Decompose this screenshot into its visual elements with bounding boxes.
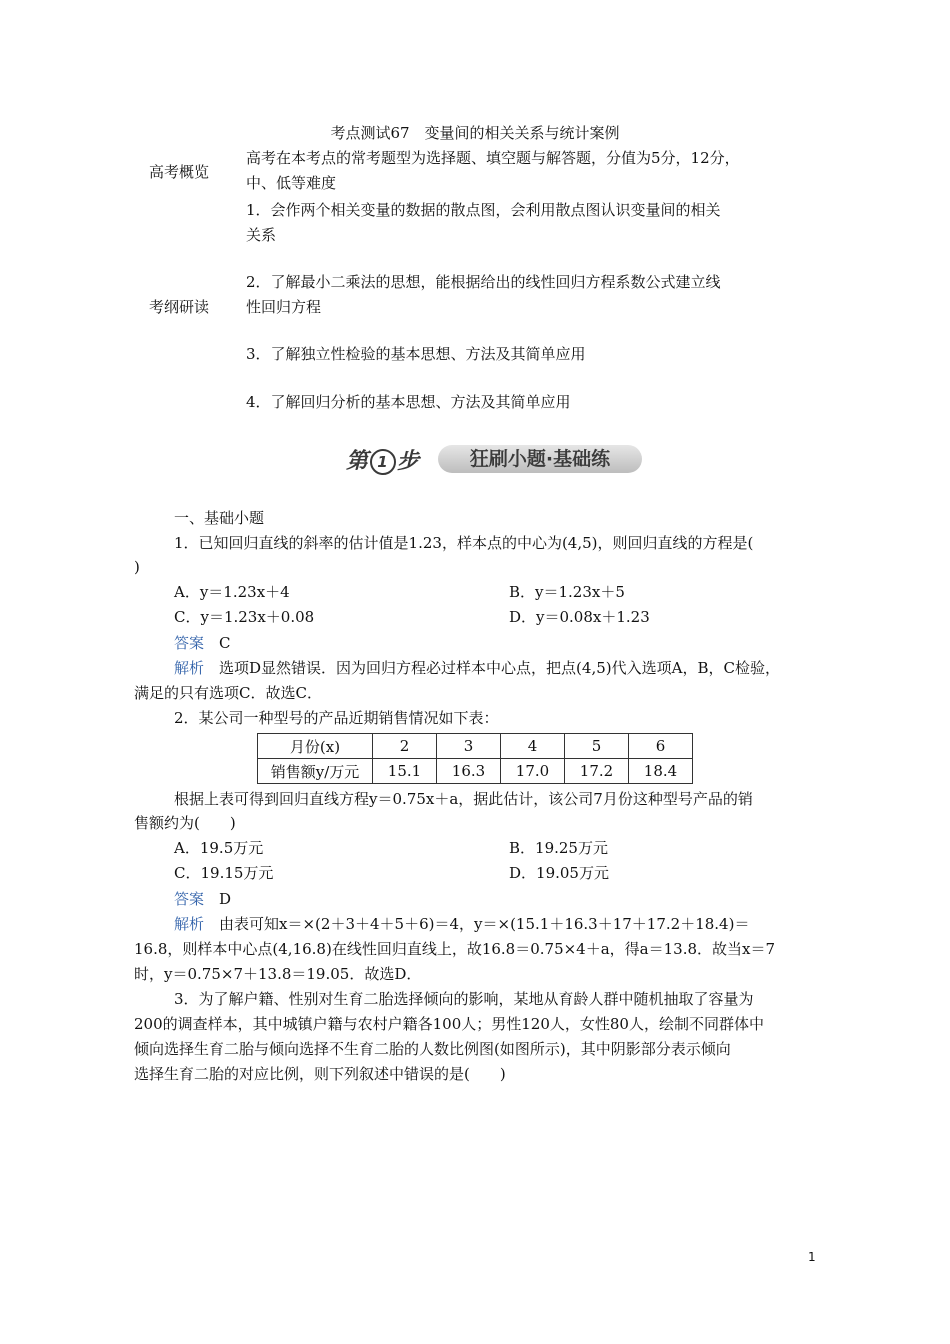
syllabus-item-1-line-2: 关系 [246, 226, 277, 244]
table-cell: 16.3 [437, 759, 501, 784]
table-cell: 4 [501, 734, 565, 759]
q1-option-d: D．y＝0.08x＋1.23 [509, 608, 650, 626]
q1-analysis-label: 解析 [174, 659, 205, 677]
overview-line-1: 高考在本考点的常考题型为选择题、填空题与解答题，分值为5分，12分， [246, 149, 740, 167]
section-heading: 一、基础小题 [174, 509, 265, 527]
q1-stem-line-1: 1．已知回归直线的斜率的估计值是1.23，样本点的中心为(4,5)，则回归直线的方程是( [174, 534, 754, 552]
q1-answer-label: 答案 [174, 634, 205, 652]
q3-line-2: 200的调查样本，其中城镇户籍与农村户籍各100人；男性120人，女性80人，绘制不同群体中 [134, 1015, 764, 1033]
q2-answer-label: 答案 [174, 890, 205, 908]
table-cell: 17.2 [565, 759, 629, 784]
page-title: 考点测试67 变量间的相关关系与统计案例 [330, 124, 620, 142]
q1-option-b: B．y＝1.23x＋5 [509, 583, 625, 601]
table-header-sales: 销售额y/万元 [258, 759, 373, 784]
table-row [258, 759, 693, 784]
table-cell: 5 [565, 734, 629, 759]
syllabus-label: 考纲研读 [149, 298, 210, 316]
q2-answer [174, 887, 231, 912]
q2-analysis-label: 解析 [174, 915, 205, 933]
q1-answer-value: C [219, 634, 231, 652]
q2-analysis-line-3: 时，y＝0.75×7＋13.8＝19.05．故选D． [134, 965, 422, 983]
table-cell: 2 [373, 734, 437, 759]
sales-table [257, 733, 693, 784]
q2-option-b: B．19.25万元 [509, 839, 608, 857]
q2-option-a: A．19.5万元 [174, 839, 264, 857]
q1-analysis-line-2: 满足的只有选项C．故选C． [134, 684, 322, 702]
syllabus-item-2-line-1: 2．了解最小二乘法的思想，能根据给出的线性回归方程系数公式建立线 [246, 273, 721, 291]
q2-answer-value: D [219, 890, 232, 908]
q2-option-c: C．19.15万元 [174, 864, 274, 882]
overview-line-2: 中、低等难度 [246, 174, 337, 192]
table-cell: 18.4 [629, 759, 693, 784]
q2-stem: 2．某公司一种型号的产品近期销售情况如下表： [174, 709, 499, 727]
step-number-circle: 1 [370, 449, 396, 475]
page-number: 1 [808, 1250, 816, 1264]
syllabus-item-3: 3．了解独立性检验的基本思想、方法及其简单应用 [246, 345, 586, 363]
step-label: 第 1 步 [346, 449, 421, 474]
syllabus-item-2-line-2: 性回归方程 [246, 298, 322, 316]
table-header-month: 月份(x) [258, 734, 373, 759]
step-title-pill: 狂刷小题·基础练 [438, 445, 642, 473]
syllabus-item-4: 4．了解回归分析的基本思想、方法及其简单应用 [246, 393, 571, 411]
table-row [258, 734, 693, 759]
q3-line-3: 倾向选择生育二胎与倾向选择不生育二胎的人数比例图(如图所示)，其中阴影部分表示倾向 [134, 1040, 731, 1058]
table-cell: 3 [437, 734, 501, 759]
q1-analysis-line-1: 解析 选项D显然错误．因为回归方程必过样本中心点，把点(4,5)代入选项A，B，C检验， [174, 659, 780, 677]
q1-stem-line-2: ) [134, 558, 140, 576]
q2-text-line-1: 根据上表可得到回归直线方程y＝0.75x＋a，据此估计，该公司7月份这种型号产品的销 [174, 790, 753, 808]
table-cell: 15.1 [373, 759, 437, 784]
q1-option-a: A．y＝1.23x＋4 [174, 583, 290, 601]
q2-analysis-line-1: 解析 由表可知x＝×(2＋3＋4＋5＋6)＝4，y＝×(15.1＋16.3＋17＋17.2＋18.4)＝ [174, 915, 750, 933]
step-banner [346, 444, 646, 476]
table-cell: 17.0 [501, 759, 565, 784]
q1-answer [174, 631, 231, 656]
q2-text-line-2: 售额约为( ) [134, 814, 236, 832]
overview-label: 高考概览 [149, 163, 210, 181]
q2-option-d: D．19.05万元 [509, 864, 609, 882]
q2-analysis-line-2: 16.8，则样本中心点(4,16.8)在线性回归直线上，故16.8＝0.75×4＋a，得a＝13.8．故当x＝7 [134, 940, 776, 958]
table-cell: 6 [629, 734, 693, 759]
q3-line-4: 选择生育二胎的对应比例，则下列叙述中错误的是( ) [134, 1065, 506, 1083]
syllabus-item-1-line-1: 1．会作两个相关变量的数据的散点图，会利用散点图认识变量间的相关 [246, 201, 721, 219]
q3-line-1: 3．为了解户籍、性别对生育二胎选择倾向的影响，某地从育龄人群中随机抽取了容量为 [174, 990, 754, 1008]
q1-option-c: C．y＝1.23x＋0.08 [174, 608, 315, 626]
